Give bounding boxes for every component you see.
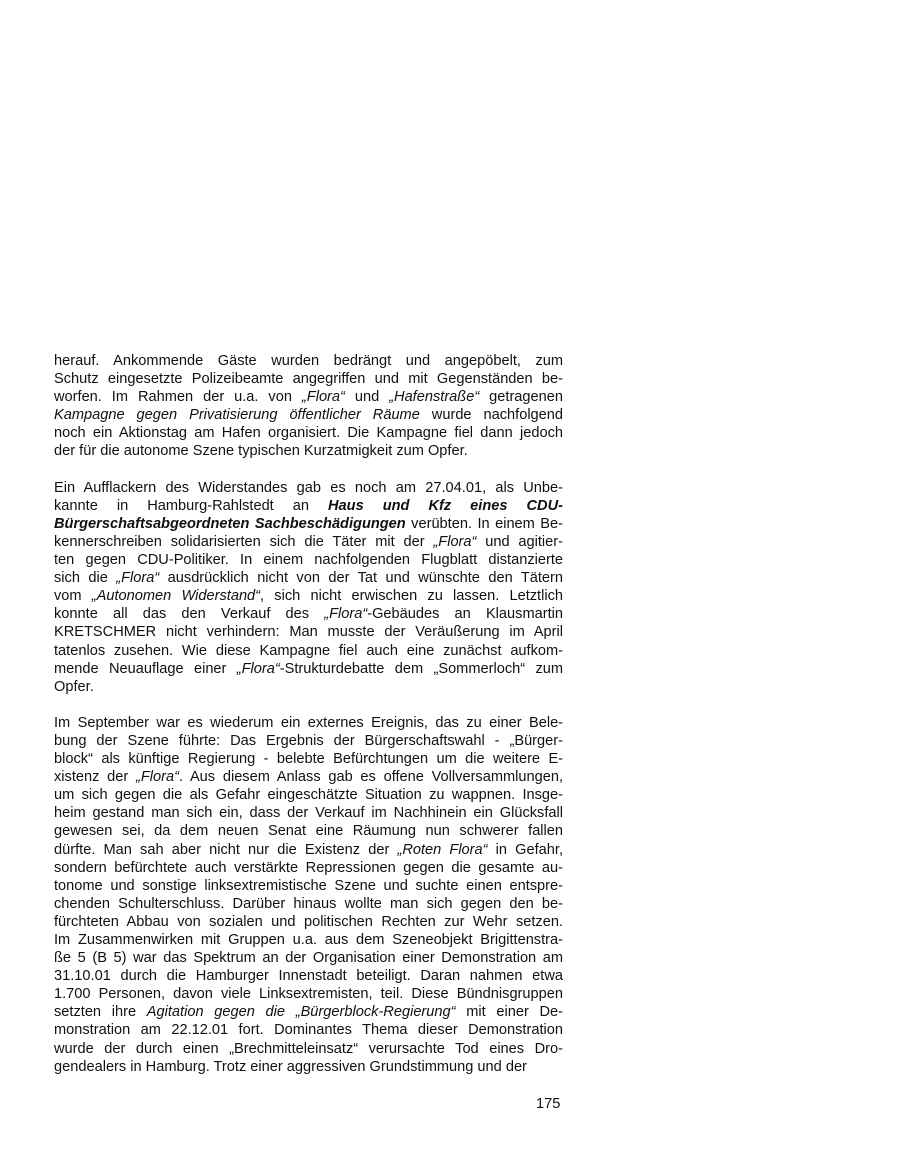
- italic-run: Kampagne gegen Privatisierung öffentlicher Räume: [54, 407, 420, 424]
- text-line: [54, 497, 563, 515]
- text-run: sich die: [54, 570, 117, 587]
- text-run: tonome und sonstige linksextremistische Szene und suchte einen entspre-: [54, 877, 563, 894]
- text-run: monstration am 22.12.01 fort. Dominantes Thema dieser Demonstration: [54, 1022, 563, 1039]
- paragraph: [54, 479, 563, 696]
- italic-run: „Flora“: [301, 389, 345, 406]
- text-line: [54, 931, 563, 949]
- text-run: wurde nachfolgend: [419, 407, 564, 424]
- text-run: Opfer.: [54, 678, 94, 695]
- text-line: [54, 1058, 563, 1076]
- page-number: 175: [536, 1096, 561, 1112]
- text-run: wurde der durch einen „Brechmitteleinsatz“ verursachte Tod eines Dro-: [54, 1040, 563, 1057]
- text-run: tatenlos zusehen. Wie diese Kampagne fiel auch eine zunächst aufkom-: [54, 642, 564, 659]
- text-line: [54, 678, 563, 696]
- italic-run: „Flora“: [236, 660, 280, 677]
- text-run: KRETSCHMER nicht verhindern: Man musste der Veräußerung im April: [54, 624, 563, 641]
- text-run: Im Zusammenwirken mit Gruppen u.a. aus dem Szeneobjekt Brigittenstra-: [54, 932, 563, 948]
- text-line: [54, 370, 563, 388]
- text-line: [54, 642, 563, 660]
- text-line: [54, 804, 563, 822]
- text-run: Im September war es wiederum ein externes Ereignis, das zu einer Bele-: [54, 714, 564, 731]
- text-line: [54, 949, 563, 967]
- text-run: sondern befürchtete auch verstärkte Repressionen gegen die gesamte au-: [54, 859, 564, 876]
- text-run: Schutz eingesetzte Polizeibeamte angegriffen und mit Gegenständen be-: [54, 371, 563, 388]
- text-run: vom: [54, 588, 92, 605]
- text-run: 1.700 Personen, davon viele Linksextremisten, teil. Diese Bündnisgruppen: [54, 986, 564, 1003]
- text-line: [54, 442, 563, 460]
- text-run: worfen. Im Rahmen der u.a. von: [54, 389, 302, 406]
- italic-run: „Hafenstraße“: [389, 389, 480, 406]
- text-line: [54, 768, 563, 786]
- italic-run: „Flora“: [433, 533, 477, 550]
- text-run: verübten. In einem Be-: [405, 515, 563, 532]
- text-run: heim gestand man sich ein, dass der Verkauf im Nachhinein ein Glücksfall: [54, 805, 563, 822]
- text-line: [54, 388, 563, 406]
- text-line: [54, 985, 563, 1003]
- text-run: chenden Schulterschluss. Darüber hinaus wollte man sich gegen den be-: [54, 895, 563, 912]
- text-line: [54, 913, 563, 931]
- body-text: [54, 352, 563, 1094]
- text-line: [54, 822, 563, 840]
- text-line: [54, 569, 563, 587]
- text-run: Ein Aufflackern des Widerstandes gab es noch am 27.04.01, als Unbe-: [54, 479, 563, 496]
- text-run: 31.10.01 durch die Hamburger Innenstadt beteiligt. Daran nahmen etwa: [54, 968, 564, 985]
- text-line: [54, 515, 563, 533]
- text-line: [54, 732, 563, 750]
- text-run: noch ein Aktionstag am Hafen organisiert. Die Kampagne fiel dann jedoch: [54, 425, 564, 442]
- text-run: ausdrücklich nicht von der Tat und wünschte den Tätern: [159, 570, 564, 587]
- text-run: in Gefahr,: [487, 841, 564, 858]
- text-run: mende Neuauflage einer: [54, 660, 237, 677]
- text-run: kannte in Hamburg-Rahlstedt an: [54, 497, 329, 514]
- text-line: [54, 877, 563, 895]
- text-run: xistenz der: [54, 769, 136, 786]
- text-run: -Gebäudes an Klausmartin: [367, 606, 563, 623]
- text-run: und: [344, 389, 390, 406]
- bold-italic-run: Haus und Kfz eines CDU-: [328, 497, 563, 514]
- text-line: [54, 660, 563, 678]
- bold-italic-run: Bürgerschaftsabgeordneten Sachbeschädigungen: [54, 515, 406, 532]
- paragraph: [54, 352, 563, 461]
- text-run: kennerschreiben solidarisierten sich die Täter mit der: [54, 533, 434, 550]
- text-run: ten gegen CDU-Politiker. In einem nachfolgenden Flugblatt distanzierte: [54, 552, 564, 569]
- text-line: [54, 352, 563, 370]
- text-line: [54, 551, 563, 569]
- text-run: um sich gegen die als Gefahr eingeschätzte Situation zu wappnen. Insge-: [54, 787, 564, 804]
- text-run: ße 5 (B 5) war das Spektrum an der Organisation einer Demonstration am: [54, 950, 564, 967]
- text-run: der für die autonome Szene typischen Kurzatmigkeit zum Opfer.: [54, 443, 468, 460]
- text-line: [54, 587, 563, 605]
- italic-run: „Flora“: [135, 769, 179, 786]
- text-run: bung der Szene führte: Das Ergebnis der Bürgerschaftswahl - „Bürger-: [54, 732, 563, 749]
- text-run: gewesen sei, da dem neuen Senat eine Räumung nun schwerer fallen: [54, 823, 564, 840]
- italic-run: Agitation gegen die „Bürgerblock-Regierung“: [146, 1004, 456, 1021]
- text-run: dürfte. Man sah aber nicht nur die Existenz der: [54, 841, 398, 858]
- text-line: [54, 1040, 563, 1058]
- text-line: [54, 859, 563, 877]
- paragraph: [54, 714, 563, 1076]
- text-line: [54, 750, 563, 768]
- text-run: gendealers in Hamburg. Trotz einer aggressiven Grundstimmung und der: [54, 1058, 527, 1075]
- text-line: [54, 841, 563, 859]
- text-line: [54, 714, 563, 732]
- text-run: mit einer De-: [455, 1004, 564, 1021]
- text-line: [54, 967, 563, 985]
- text-line: [54, 895, 563, 913]
- text-run: . Aus diesem Anlass gab es offene Vollversammlungen,: [178, 769, 564, 786]
- text-line: [54, 406, 563, 424]
- text-line: [54, 479, 563, 497]
- text-run: konnte all das den Verkauf des: [54, 606, 325, 623]
- text-run: und agitier-: [476, 533, 563, 550]
- text-line: [54, 533, 563, 551]
- italic-run: „Flora“: [324, 606, 368, 623]
- text-line: [54, 1003, 563, 1021]
- text-run: herauf. Ankommende Gäste wurden bedrängt und angepöbelt, zum: [54, 353, 564, 369]
- text-line: [54, 1021, 563, 1039]
- italic-run: „Flora“: [116, 570, 160, 587]
- italic-run: „Roten Flora“: [397, 841, 488, 858]
- text-run: , sich nicht erwischen zu lassen. Letztlich: [260, 588, 564, 605]
- text-line: [54, 786, 563, 804]
- text-run: getragenen: [479, 389, 564, 406]
- text-line: [54, 424, 563, 442]
- text-run: block“ als künftige Regierung - belebte Befürchtungen um die weitere E-: [54, 751, 564, 768]
- text-line: [54, 623, 563, 641]
- text-run: fürchteten Abbau von sozialen und politischen Rechten zur Wehr setzen.: [54, 913, 563, 930]
- text-line: [54, 605, 563, 623]
- text-run: -Strukturdebatte dem „Sommerloch“ zum: [279, 660, 564, 677]
- italic-run: „Autonomen Widerstand“: [91, 588, 261, 605]
- text-run: setzten ihre: [54, 1004, 147, 1021]
